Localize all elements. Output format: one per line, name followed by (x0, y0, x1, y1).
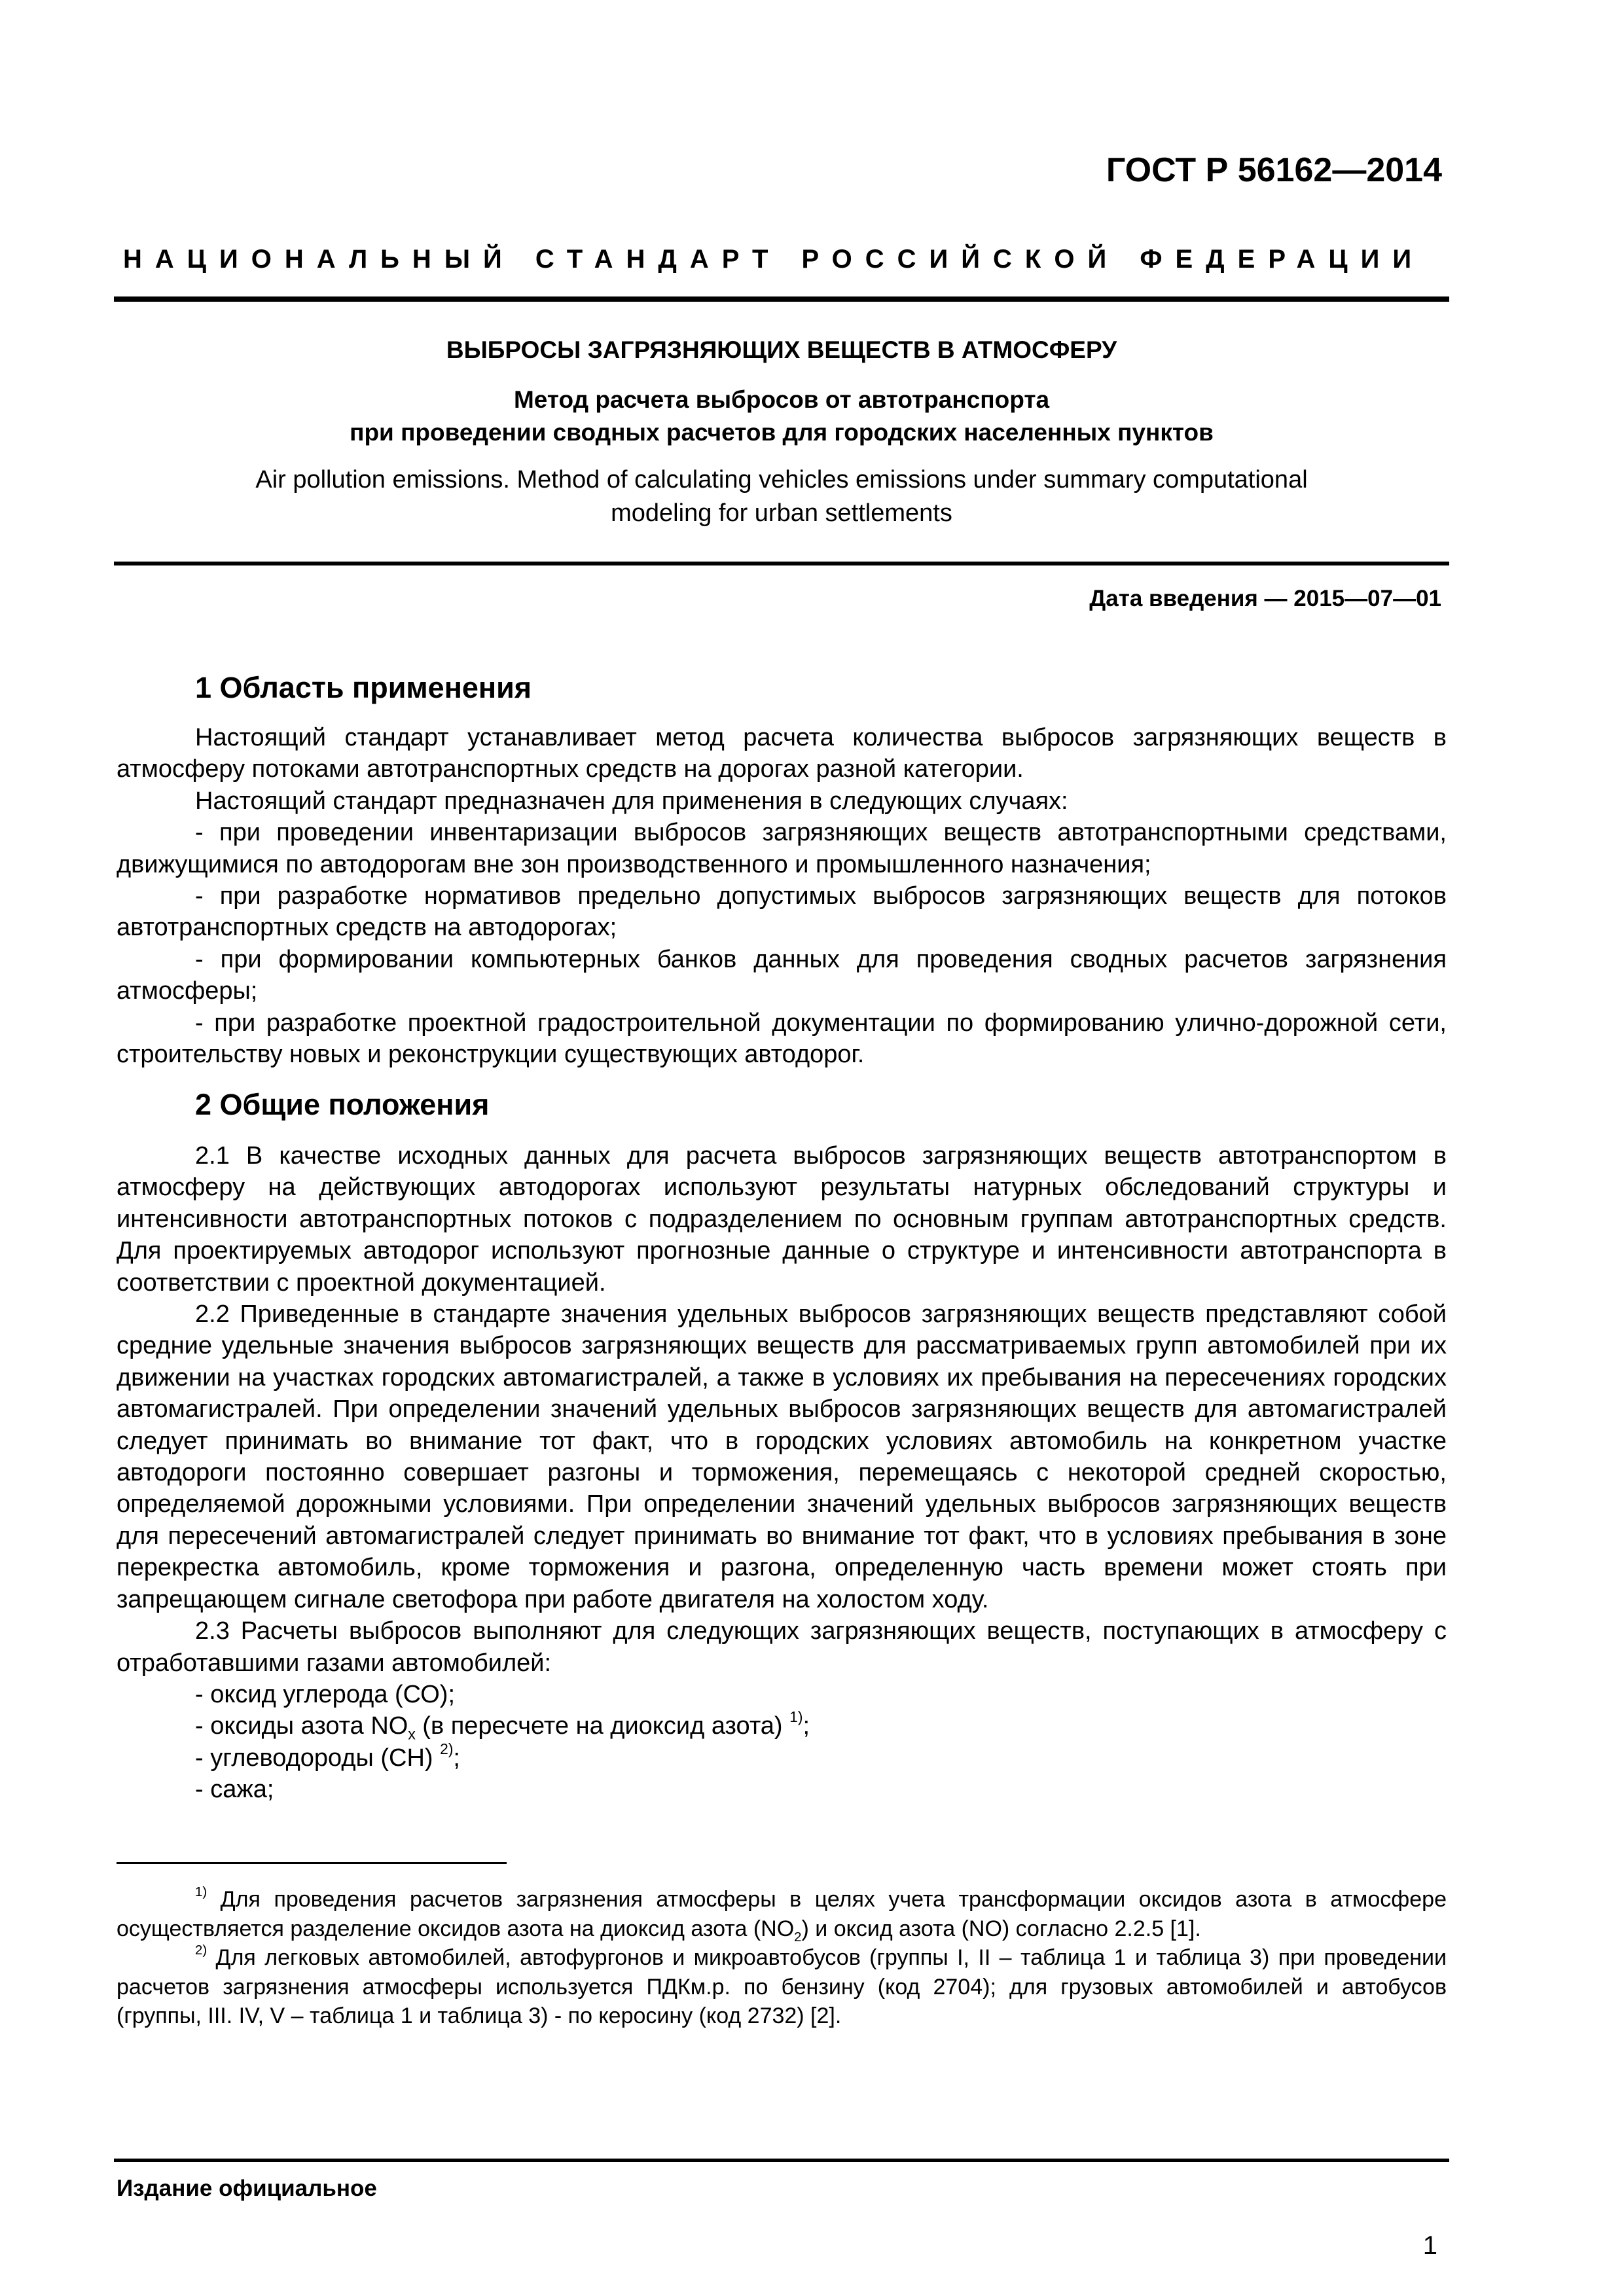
footnote-text: Для легковых автомобилей, автофургонов и микроавтобусов (группы I, II – таблица 1 и таблица 3) при проведении расчетов загрязнения атмосферы используется ПДКм.р. по бензину (код 2704); для грузовых автомобилей и автобусов (группы, III. IV, V – таблица 1 и таблица 3) - по керосину (код 2732) [2]. (117, 1945, 1447, 2028)
footnote-text: Для проведения расчетов загрязнения атмосферы в целях учета трансформации оксидов азота в атмосфере осуществляется разделение оксидов азота на диоксид азота (NO (117, 1887, 1447, 1941)
list-item: - при разработке нормативов предельно допустимых выбросов загрязняющих веществ для потоков автотранспортных средств на автодорогах; (117, 882, 1447, 942)
list-item (117, 1742, 1447, 1774)
footnotes (117, 1885, 1447, 2031)
national-standard-banner: НАЦИОНАЛЬНЫЙ СТАНДАРТ РОССИЙСКОЙ ФЕДЕРАЦИИ (123, 245, 1425, 274)
list-item: - сажа; (195, 1776, 274, 1804)
paragraph: Настоящий стандарт устанавливает метод расчета количества выбросов загрязняющих веществ в атмосферу потоками автотранспортных средств на дорогах разной категории. (117, 724, 1447, 783)
footnote-2 (117, 1943, 1447, 2031)
footnote-1 (117, 1885, 1447, 1943)
paragraph: 2.3 Расчеты выбросов выполняют для следующих загрязняющих веществ, поступающих в атмосферу с отработавшими газами автомобилей: (117, 1617, 1447, 1677)
bottom-rule (114, 2159, 1449, 2162)
list-text: ; (803, 1712, 810, 1740)
list-item: - при проведении инвентаризации выбросов загрязняющих веществ автотранспортными средствами, движущимися по автодорогам вне зон производственного и промышленного назначения; (117, 819, 1447, 878)
section-1-heading: 1 Область применения (195, 671, 532, 704)
list-item: - оксид углерода (СО); (195, 1680, 456, 1708)
gost-number: ГОСТ Р 56162—2014 (1106, 151, 1442, 189)
section-1-body (117, 722, 1447, 1070)
paragraph: 2.1 В качестве исходных данных для расчета выбросов загрязняющих веществ автотранспортом в атмосферу на действующих автодорогах используют результаты натурных обследований структуры и интенсивности автотранспортных потоков с подразделением по основным группам автотранспортных средств. Для проектируемых автодорог используют прогнозные данные о структуре и интенсивности автотранспорта в соответствии с проектной документацией. (117, 1142, 1447, 1297)
top-rule (114, 296, 1449, 302)
footnote-ref: 1) (789, 1708, 803, 1726)
intro-date: Дата введения — 2015—07—01 (1089, 586, 1441, 611)
footnote-ref: 2) (440, 1740, 454, 1757)
page-number: 1 (1422, 2231, 1437, 2260)
english-title-line-1: Air pollution emissions. Method of calculating vehicles emissions under summary computational (255, 466, 1308, 493)
section-2-body (117, 1140, 1447, 1806)
english-title (114, 463, 1449, 530)
document-title: ВЫБРОСЫ ЗАГРЯЗНЯЮЩИХ ВЕЩЕСТВ В АТМОСФЕРУ (446, 336, 1117, 363)
footnote-rule (117, 1862, 507, 1864)
list-item: - при формировании компьютерных банков данных для проведения сводных расчетов загрязнения атмосферы; (117, 945, 1447, 1005)
list-item: - при разработке проектной градостроительной документации по формированию улично-дорожной сети, строительству новых и реконструкции существующих автодорог. (117, 1009, 1447, 1069)
section-2-heading: 2 Общие положения (195, 1088, 490, 1121)
official-edition: Издание официальное (117, 2176, 377, 2201)
footnote-mark: 2) (195, 1943, 208, 1958)
list-text: - оксиды азота NO (195, 1712, 408, 1740)
list-text: ; (453, 1744, 460, 1772)
english-title-line-2: modeling for urban settlements (611, 499, 952, 527)
document-subtitle (114, 384, 1449, 449)
list-text: (в пересчете на диоксид азота) (415, 1712, 790, 1740)
footnote-mark: 1) (195, 1884, 208, 1899)
list-item (117, 1710, 1447, 1742)
middle-rule (114, 562, 1449, 565)
subscript: 2 (794, 1929, 802, 1945)
subtitle-line-2: при проведении сводных расчетов для городских населенных пунктов (350, 419, 1214, 446)
paragraph: Настоящий стандарт предназначен для применения в следующих случаях: (195, 787, 1068, 815)
list-text: - углеводороды (СН) (195, 1744, 441, 1772)
footnote-text: ) и оксид азота (NO) согласно 2.2.5 [1]. (801, 1916, 1201, 1941)
paragraph: 2.2 Приведенные в стандарте значения удельных выбросов загрязняющих веществ представляют собой средние удельные значения выбросов загрязняющих веществ для рассматриваемых групп автомобилей при их движении на участках городских автомагистралей, а также в условиях их пребывания на пересечениях городских автомагистралей. При определении значений удельных выбросов загрязняющих веществ для автомагистралей следует принимать во внимание тот факт, что в городских условиях автомобиль на конкретном участке автодороги постоянно совершает разгоны и торможения, перемещаясь с некоторой средней скоростью, определяемой дорожными условиями. При определении значений удельных выбросов загрязняющих веществ для пересечений автомагистралей следует принимать во внимание тот факт, что в условиях пребывания в зоне перекрестка автомобиль, кроме торможения и разгона, определенную часть времени может стоять при запрещающем сигнале светофора при работе двигателя на холостом ходу. (117, 1300, 1447, 1613)
subtitle-line-1: Метод расчета выбросов от автотранспорта (513, 386, 1050, 413)
subscript: x (408, 1725, 416, 1743)
